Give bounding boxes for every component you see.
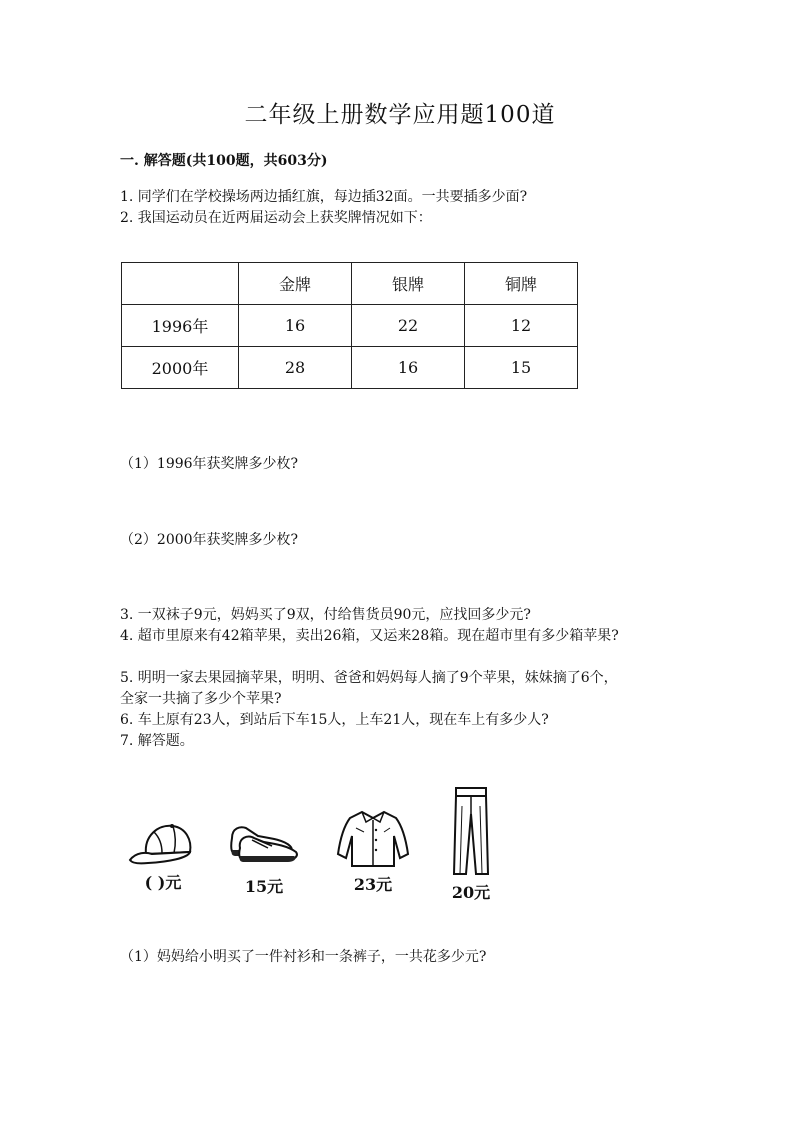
- table-cell: 15: [465, 347, 578, 389]
- question-2-part-1: （1）1996年获奖牌多少枚?: [120, 456, 299, 472]
- table-cell: 金牌: [239, 263, 352, 305]
- table-cell: 铜牌: [465, 263, 578, 305]
- question-5: 5. 明明一家去果园摘苹果，明明、爸爸和妈妈每人摘了9个苹果，妹妹摘了6个，全家一共摘了多少个苹果?: [120, 670, 618, 707]
- item-price: 15元: [244, 877, 284, 896]
- table-cell: 银牌: [352, 263, 465, 305]
- cap-icon: [128, 818, 198, 866]
- table-cell: 12: [465, 305, 578, 347]
- table-header-row: [122, 263, 578, 305]
- table-cell: 2000年: [122, 347, 239, 389]
- question-7: 7. 解答题。: [120, 733, 194, 749]
- table-cell: [122, 263, 239, 305]
- question-7-part-1: （1）妈妈给小明买了一件衬衫和一条裤子，一共花多少元?: [120, 949, 487, 965]
- item-price: ( )元: [144, 873, 182, 892]
- pants-icon: [444, 786, 498, 876]
- shirt-icon: [336, 806, 410, 868]
- table-cell: 1996年: [122, 305, 239, 347]
- question-4: 4. 超市里原来有42箱苹果，卖出26箱，又运来28箱。现在超市里有多少箱苹果?: [120, 628, 619, 644]
- table-cell: 16: [239, 305, 352, 347]
- question-1: 1. 同学们在学校操场两边插红旗，每边插32面。一共要插多少面?: [120, 189, 528, 205]
- question-2-part-2: （2）2000年获奖牌多少枚?: [120, 532, 299, 548]
- table-row: [122, 305, 578, 347]
- section-heading: 一. 解答题(共100题，共603分): [120, 153, 328, 169]
- shoes-icon: [228, 820, 300, 864]
- table-row: [122, 347, 578, 389]
- question-6: 6. 车上原有23人，到站后下车15人，上车21人，现在车上有多少人?: [120, 712, 549, 728]
- question-2: 2. 我国运动员在近两届运动会上获奖牌情况如下：: [120, 210, 432, 226]
- item-pants: [444, 786, 498, 903]
- table-cell: 22: [352, 305, 465, 347]
- table-cell: 28: [239, 347, 352, 389]
- item-shirt: [336, 806, 410, 895]
- medal-table: [121, 262, 578, 389]
- question-3: 3. 一双袜子9元，妈妈买了9双，付给售货员90元，应找回多少元?: [120, 607, 531, 623]
- item-shoes: [228, 820, 300, 897]
- table-cell: 16: [352, 347, 465, 389]
- item-cap: [128, 818, 198, 893]
- item-price: 20元: [451, 883, 491, 902]
- page-title: 二年级上册数学应用题100道: [244, 102, 556, 128]
- item-price: 23元: [353, 875, 393, 894]
